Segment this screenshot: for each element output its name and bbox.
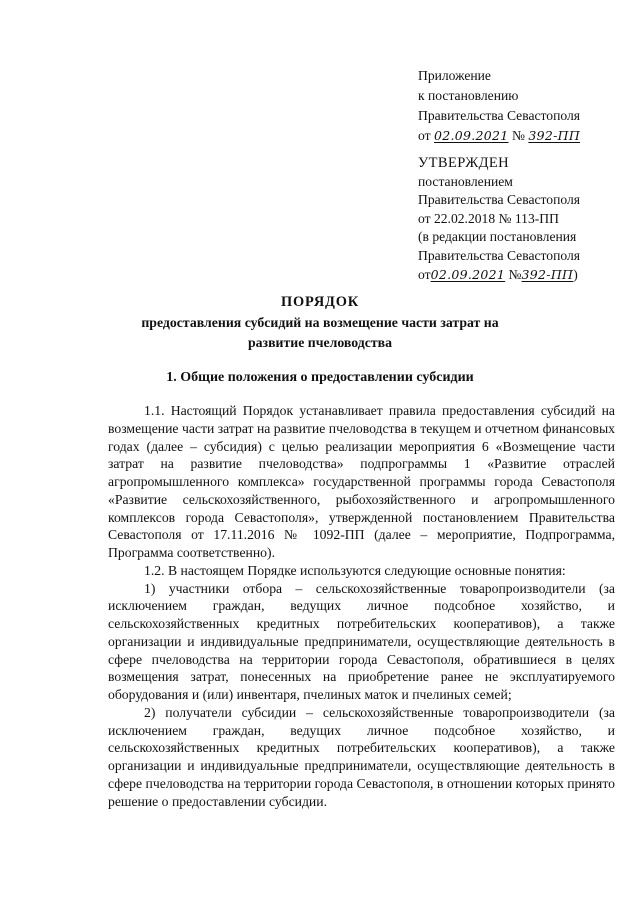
approved-title: УТВЕРЖДЕН [418, 155, 510, 171]
paragraph-definition-2: 2) получатели субсидии – сельскохозяйственные товаропроизводители (за исключением граждан, ведущих личное подсобное хозяйство, и сельскохозяйственных кредитных потребительских кооперативов), а также организации и индивидуальные предприниматели, осуществляющие деятельность в сфере пчеловодства на территории города Севастополя, в отношении которых принято решение о предоставлении субсидии. [108, 704, 615, 809]
section-heading: 1. Общие положения о предоставлении субсидии [166, 370, 474, 385]
annex-number-prefix: № [511, 128, 525, 143]
paragraph-definition-1: 1) участники отбора – сельскохозяйственные товаропроизводители (за исключением граждан, ведущих личное подсобное хозяйство, и сельскохозяйственных кредитных потребительских кооперативов), а также организации и индивидуальные предприниматели, осуществляющие деятельность в сфере пчеловодства на территории города Севастополя, обратившиеся в целях возмещения затрат, понесенных на приобретение ранее не эксплуатируемого оборудования и (или) инвентаря, пчелиных маток и пчелиных семей; [108, 580, 615, 702]
approved-date: 02.09.2021 [430, 266, 506, 282]
document-body [108, 402, 615, 810]
paragraph-1-2: 1.2. В настоящем Порядке используются следующие основные понятия: [144, 562, 566, 578]
approved-date-prefix: от [418, 266, 431, 282]
document-title: ПОРЯДОК [281, 294, 359, 310]
annex-number: 392-ПП [528, 128, 581, 143]
annex-line-2: к постановлению [418, 88, 519, 103]
approved-close-paren: ) [573, 266, 578, 282]
approved-block [418, 154, 628, 284]
document-subtitle: предоставления субсидий на возмещение части затрат на развитие пчеловодства [141, 315, 499, 350]
annex-date-line [418, 126, 628, 146]
approved-number-prefix: № [508, 266, 522, 282]
approved-line-2: Правительства Севастополя [418, 192, 581, 208]
paragraph-1-1: 1.1. Настоящий Порядок устанавливает правила предоставления субсидий на возмещение части затрат на развитие пчеловодства в текущем и отчетном финансовых годах (далее – субсидия) с целью реализации мероприятия 6 «Возмещение части затрат на развитие пчеловодства» подпрограммы 1 «Развитие отраслей агропромышленного комплекса» государственной программы города Севастополя «Развитие сельскохозяйственного, рыбохозяйственного и агропромышленного комплексов города Севастополя», утвержденной постановлением Правительства Севастополя от 17.11.2016 № 1092-ПП (далее – мероприятие, Подпрограмма, Программа соответственно). [108, 403, 615, 560]
approved-date-line [418, 266, 628, 285]
approved-line-1: постановлением [418, 173, 513, 189]
approved-line-5: Правительства Севастополя [418, 247, 581, 263]
approved-line-3: от 22.02.2018 № 113-ПП [418, 210, 559, 226]
approved-line-4: (в редакции постановления [418, 229, 577, 245]
approved-number: 392-ПП [521, 266, 574, 282]
annex-line-1: Приложение [418, 68, 491, 83]
annex-date-prefix: от [418, 128, 431, 143]
annex-date: 02.09.2021 [433, 128, 509, 143]
annex-block [418, 66, 628, 146]
annex-line-3: Правительства Севастополя [418, 108, 581, 123]
